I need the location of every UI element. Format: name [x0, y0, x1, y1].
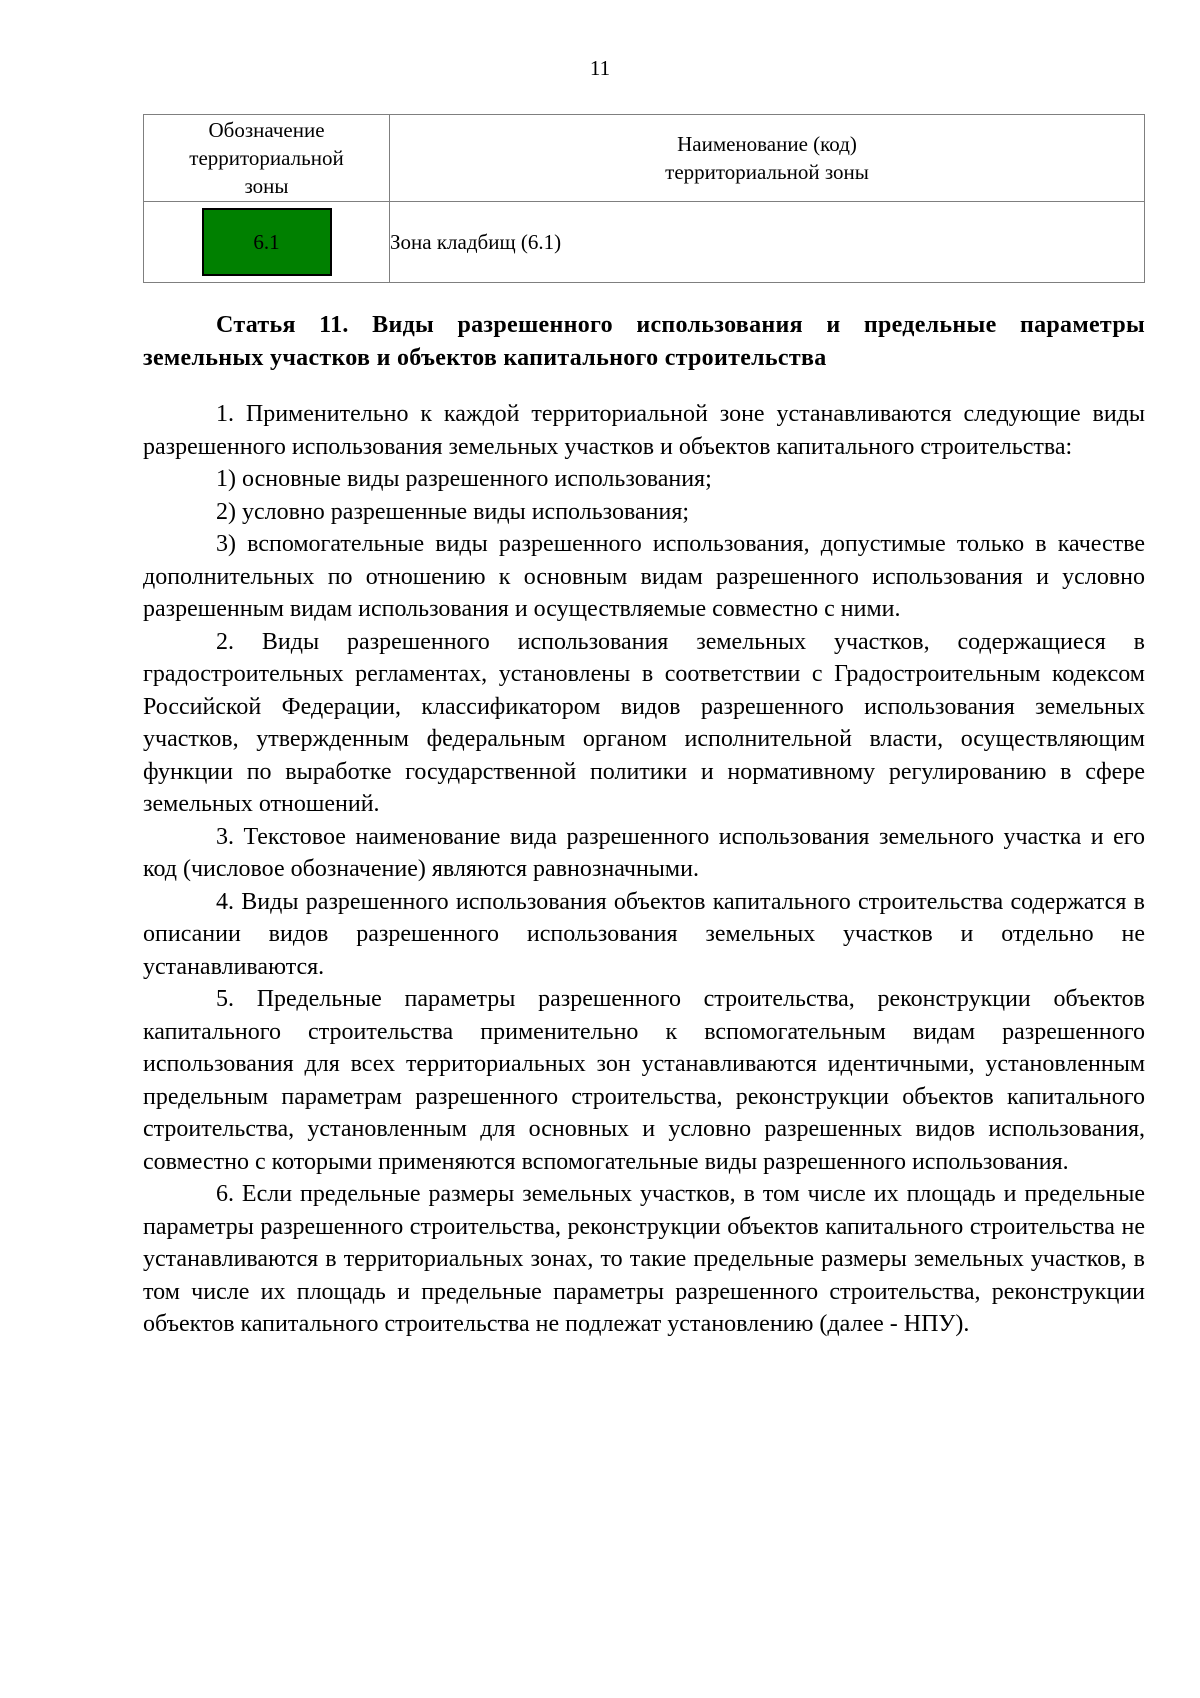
zones-table	[143, 114, 1145, 283]
paragraph-2: 2. Виды разрешенного использования земельных участков, содержащиеся в градостроительных регламентах, установлены в соответствии с Градостроительным кодексом Российской Федерации, классификатором видов разрешенного использования земельных участков, утвержденным федеральным органом исполнительной власти, осуществляющим функции по выработке государственной политики и нормативному регулированию в сфере земельных отношений.	[143, 628, 1145, 817]
article-body	[143, 309, 1145, 1341]
table-row	[144, 202, 1145, 283]
paragraph-6: 6. Если предельные размеры земельных участков, в том числе их площадь и предельные параметры разрешенного строительства, реконструкции объектов капитального строительства не устанавливаются в территориальных зонах, то такие предельные размеры земельных участков, в том числе их площадь и предельные параметры разрешенного строительства, реконструкции объектов капитального строительства не подлежат установлению (далее - НПУ).	[143, 1181, 1145, 1337]
zone-code-cell	[144, 202, 390, 283]
header-zone-designation	[144, 115, 390, 202]
zone-name-cell: Зона кладбищ (6.1)	[390, 202, 1145, 283]
zone-code-swatch: 6.1	[202, 208, 332, 276]
paragraph-1-item-2: 2) условно разрешенные виды использования;	[216, 498, 690, 525]
paragraph-1-item-3: 3) вспомогательные виды разрешенного использования, допустимые только в качестве дополнительных по отношению к основным видам разрешенного использования и условно разрешенным видам использования и осуществляемые совместно с ними.	[143, 531, 1145, 622]
article-title: Статья 11. Виды разрешенного использования и предельные параметры земельных участков и объектов капитального строительства	[143, 312, 1145, 371]
paragraph-1: 1. Применительно к каждой территориальной зоне устанавливаются следующие виды разрешенного использования земельных участков и объектов капитального строительства:	[143, 401, 1145, 460]
header-zone-designation-text: Обозначение территориальной зоны	[189, 118, 344, 198]
header-zone-name	[390, 115, 1145, 202]
paragraph-4: 4. Виды разрешенного использования объектов капитального строительства содержатся в описании видов разрешенного использования земельных участков и отдельно не устанавливаются.	[143, 888, 1145, 980]
paragraph-1-item-1: 1) основные виды разрешенного использования;	[216, 466, 712, 492]
paragraph-3: 3. Текстовое наименование вида разрешенного использования земельного участка и его код (числовое обозначение) являются равнозначными.	[143, 823, 1145, 882]
header-zone-name-line1: Наименование (код)	[677, 132, 857, 156]
header-zone-name-line2: территориальной зоны	[665, 160, 869, 184]
table-header-row	[144, 115, 1145, 202]
page-number: 11	[589, 56, 611, 80]
paragraph-5: 5. Предельные параметры разрешенного строительства, реконструкции объектов капитального строительства применительно к вспомогательным видам разрешенного использования для всех территориальных зон устанавливаются идентичными, установленным предельным параметрам разрешенного строительства, реконструкции объектов капитального строительства, установленным для основных и условно разрешенных видов использования, совместно с которыми применяются вспомогательные виды разрешенного использования.	[143, 986, 1145, 1175]
